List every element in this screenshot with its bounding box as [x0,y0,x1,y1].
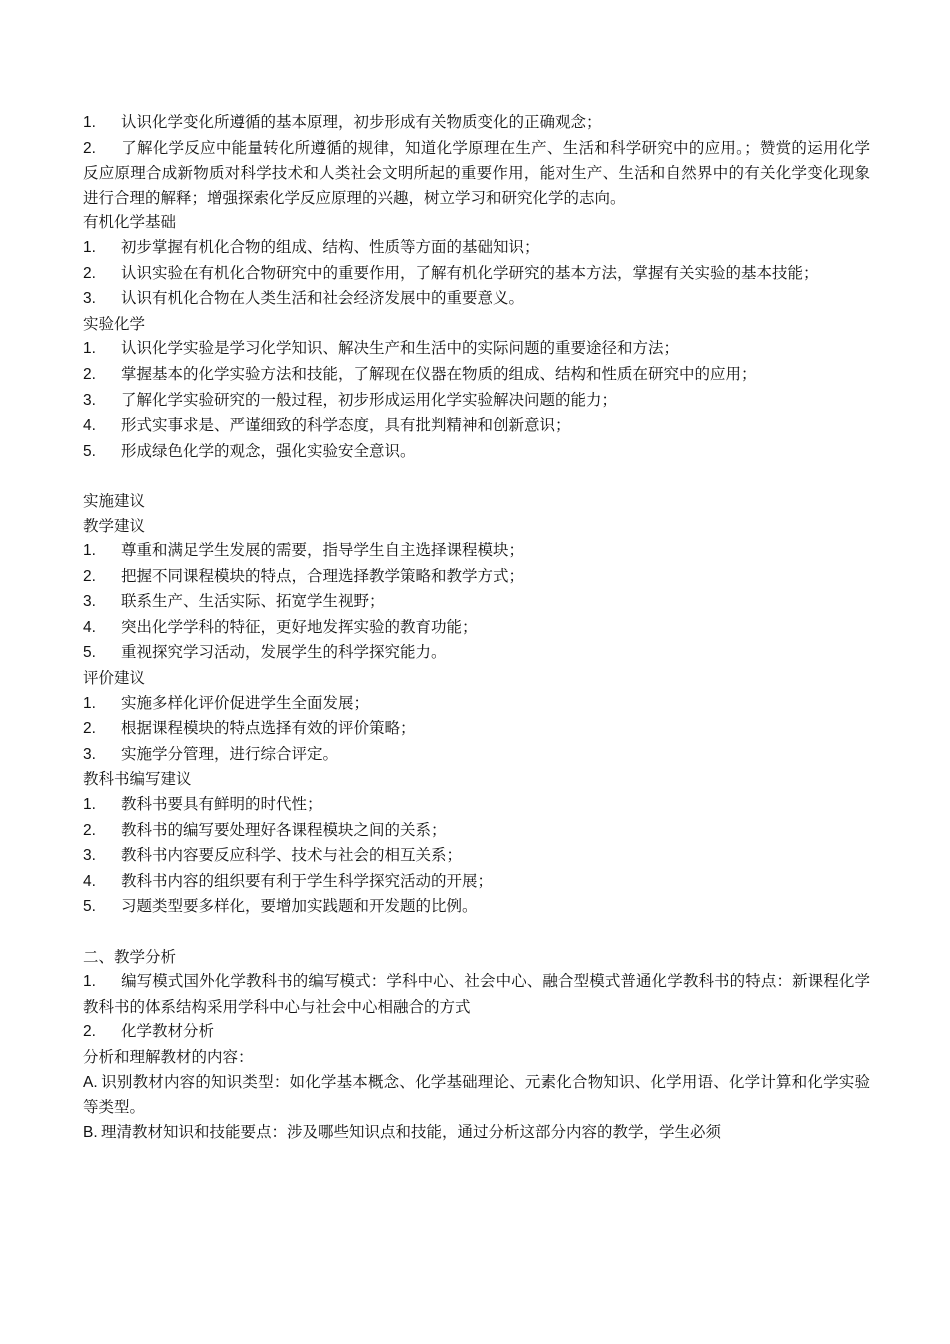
numbered-item [83,969,870,1019]
section-heading: 教科书编写建议 [83,770,192,789]
numbered-item [83,615,870,641]
section-heading: 评价建议 [83,669,146,688]
numbered-item [83,439,870,465]
blank-line [83,464,870,489]
numbered-item [83,716,870,742]
item-text: 认识有机化合物在人类生活和社会经济发展中的重要意义。 [121,289,525,308]
item-number: 1. [83,114,96,131]
item-text: 编写模式国外化学教科书的编写模式：学科中心、社会中心、融合型模式普通化学教科书的特点：新课程化学教科书的体系结构采用学科中心与社会中心相融合的方式 [83,972,870,1016]
numbered-item [83,538,870,564]
section-heading: 二、教学分析 [83,947,177,966]
item-number: 5. [83,442,96,460]
item-number: 4. [83,417,96,435]
item-number: 5. [83,644,96,662]
item-text: 教科书要具有鲜明的时代性； [121,795,323,814]
numbered-item [83,235,870,261]
numbered-item [83,261,870,287]
numbered-item [83,818,870,844]
item-text: 尊重和满足学生发展的需要，指导学生自主选择课程模块； [121,541,525,560]
numbered-item [83,110,870,136]
item-number: 5. [83,898,96,916]
item-text: 习题类型要多样化，要增加实践题和开发题的比例。 [121,897,478,916]
item-number: 2. [83,365,96,383]
item-text: 重视探究学习活动，发展学生的科学探究能力。 [121,643,447,662]
item-text: 识别教材内容的知识类型：如化学基本概念、化学基础理论、元素化合物知识、化学用语、化学计算和化学实验等类型。 [83,1072,870,1117]
item-number: 2. [83,139,96,157]
item-text: 把握不同课程模块的特点，合理选择教学策略和教学方式； [121,566,525,585]
item-text: 教科书的编写要处理好各课程模块之间的关系； [121,820,447,839]
item-number: 2. [83,264,96,282]
item-text: 实施多样化评价促进学生全面发展； [121,693,370,712]
item-number: 3. [83,847,96,865]
item-text: 了解化学实验研究的一般过程，初步形成运用化学实验解决问题的能力； [121,390,618,409]
item-text: 认识化学实验是学习化学知识、解决生产和生活中的实际问题的重要途径和方法； [121,339,680,358]
item-text: 掌握基本的化学实验方法和技能，了解现在仪器在物质的组成、结构和性质在研究中的应用； [121,364,757,383]
lettered-item [83,1120,870,1146]
item-number: 1. [83,973,96,991]
item-number: 4. [83,872,96,890]
section-heading: 分析和理解教材的内容： [83,1047,254,1066]
numbered-item [83,136,870,211]
item-number: 3. [83,391,96,409]
item-text: 形式实事求是、严谨细致的科学态度，具有批判精神和创新意识； [121,416,571,435]
item-text: 教科书内容要反应科学、技术与社会的相互关系； [121,846,463,865]
item-number: 1. [83,340,96,358]
numbered-item [83,894,870,920]
numbered-item [83,413,870,439]
numbered-item [83,640,870,666]
item-text: 突出化学学科的特征，更好地发挥实验的教育功能； [121,617,478,636]
item-text: 实施学分管理，进行综合评定。 [121,744,339,763]
numbered-item [83,589,870,615]
item-text: 教科书内容的组织要有利于学生科学探究活动的开展； [121,871,494,890]
section-heading: 教学建议 [83,516,146,535]
numbered-item [83,843,870,869]
item-number: 4. [83,618,96,636]
item-number: 1. [83,542,96,560]
item-number: 2. [83,720,96,738]
item-number: 2. [83,821,96,839]
item-number: B. [83,1123,98,1141]
item-text: 了解化学反应中能量转化所遵循的规律，知道化学原理在生产、生活和科学研究中的应用。；赞赏的运用化学反应原理合成新物质对科学技术和人类社会文明所起的重要作用，能对生产、生活和自然界中的有关化学变化现象进行合理的解释；增强探索化学反应原理的兴趣，树立学习和研究化学的志向。 [83,138,870,207]
item-text: 理清教材知识和技能要点：涉及哪些知识点和技能，通过分析这部分内容的教学，学生必须 [101,1122,722,1141]
numbered-item [83,286,870,312]
numbered-item [83,691,870,717]
numbered-item [83,742,870,768]
numbered-item [83,869,870,895]
numbered-item [83,336,870,362]
item-number: 2. [83,1023,96,1041]
item-number: 3. [83,290,96,308]
section-heading: 实施建议 [83,491,146,510]
item-text: 联系生产、生活实际、拓宽学生视野； [121,592,385,611]
item-number: A. [83,1073,98,1091]
item-text: 根据课程模块的特点选择有效的评价策略； [121,719,416,738]
numbered-item [83,362,870,388]
numbered-item [83,564,870,590]
item-number: 3. [83,745,96,763]
lettered-item [83,1070,870,1120]
item-text: 认识化学变化所遵循的基本原理，初步形成有关物质变化的正确观念； [121,113,602,131]
section-heading: 有机化学基础 [83,213,177,232]
item-number: 1. [83,796,96,814]
item-number: 1. [83,238,96,256]
numbered-item [83,792,870,818]
item-text: 化学教材分析 [121,1022,215,1041]
section-heading: 实验化学 [83,314,146,333]
numbered-item [83,388,870,414]
item-number: 3. [83,593,96,611]
item-text: 认识实验在有机化合物研究中的重要作用，了解有机化学研究的基本方法，掌握有关实验的基本技能； [121,263,819,282]
item-number: 2. [83,567,96,585]
item-number: 1. [83,694,96,712]
numbered-item [83,1019,870,1045]
blank-line [83,920,870,945]
item-text: 初步掌握有机化合物的组成、结构、性质等方面的基础知识； [121,237,540,256]
item-text: 形成绿色化学的观念，强化实验安全意识。 [121,441,416,460]
